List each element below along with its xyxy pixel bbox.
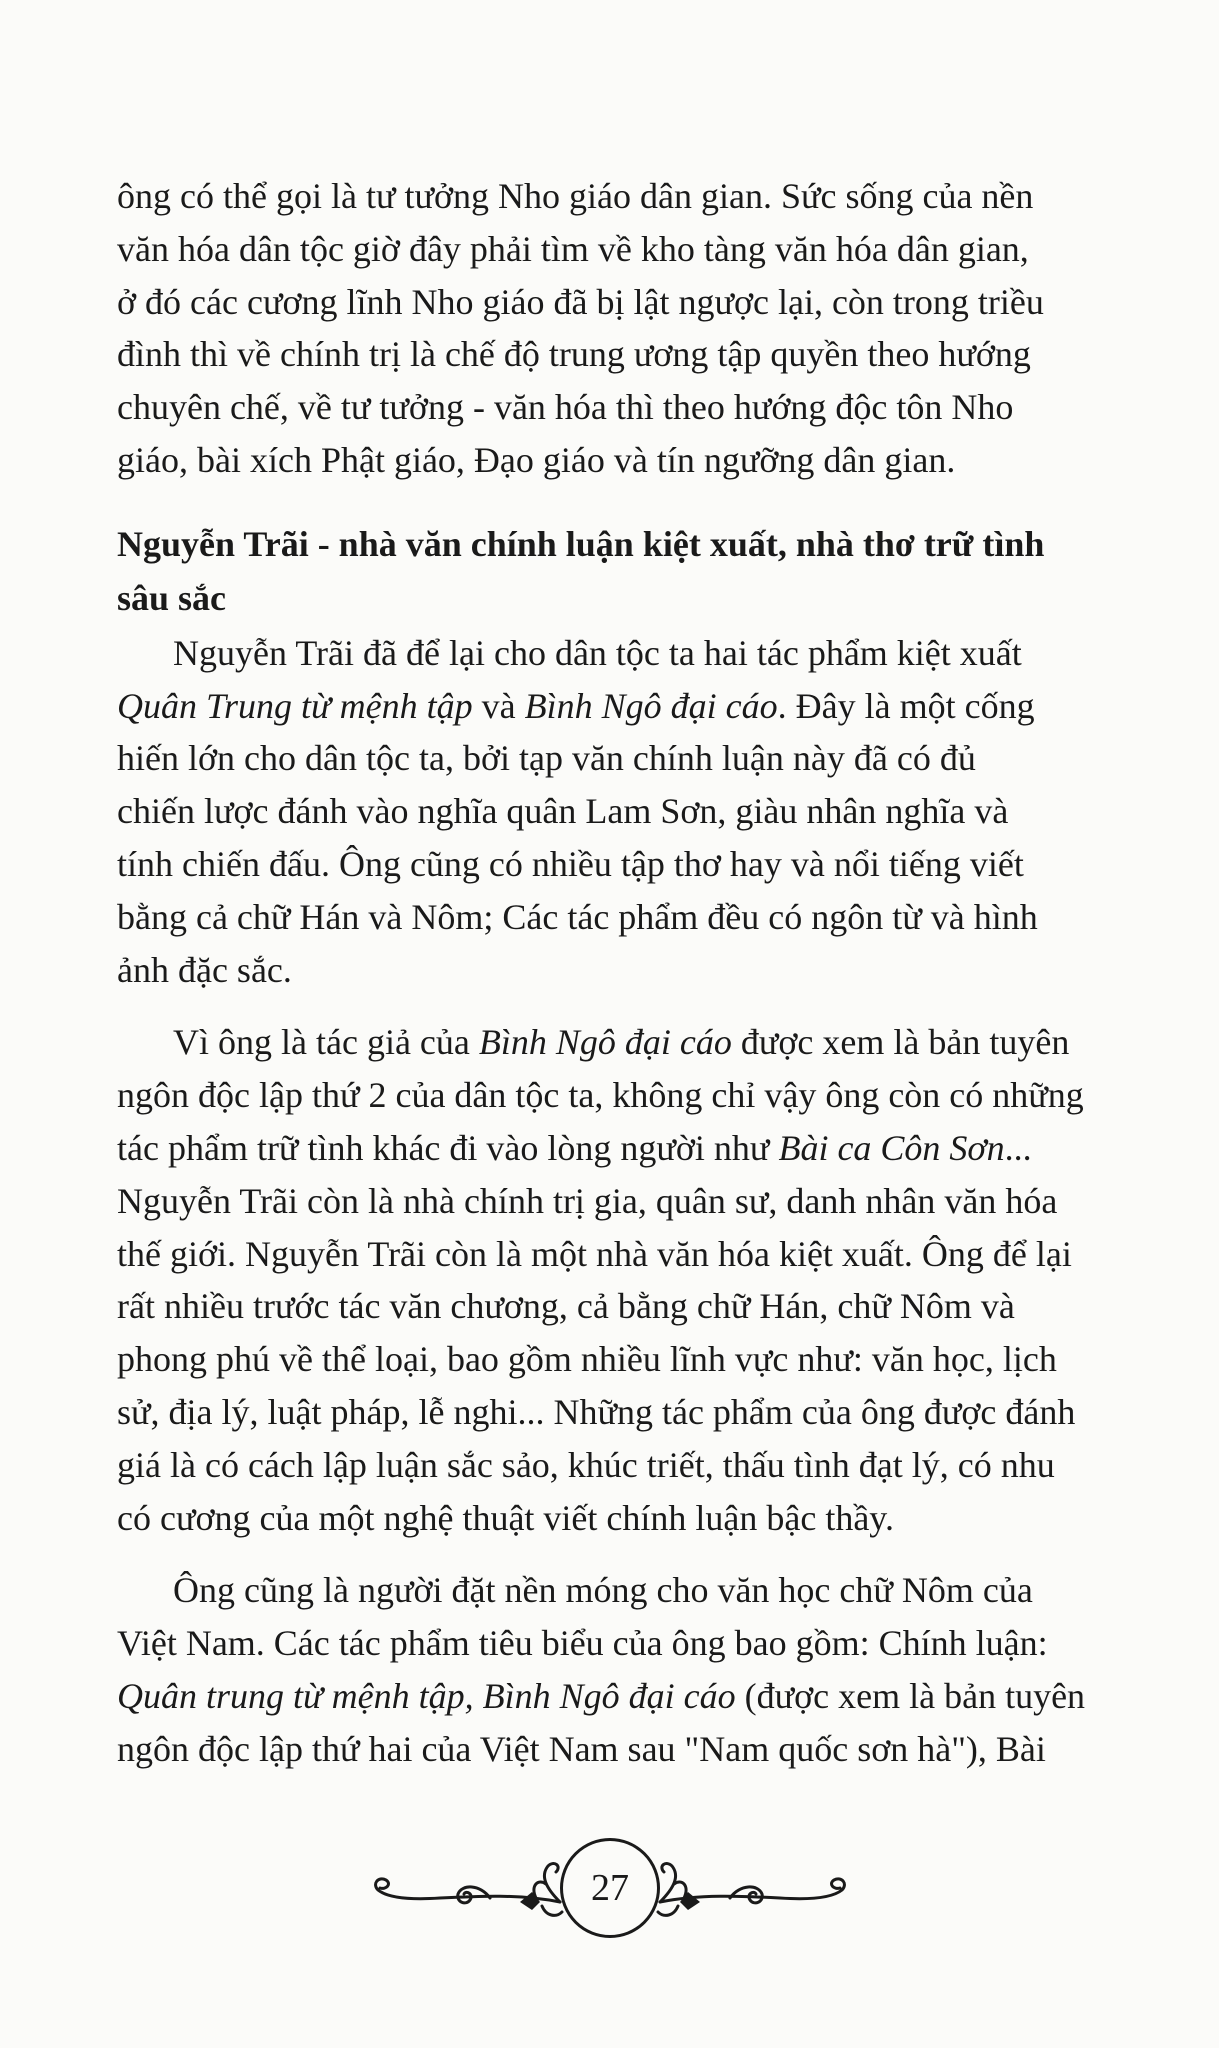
text-line: ảnh đặc sắc. bbox=[117, 949, 292, 990]
text-line: chiến lược đánh vào nghĩa quân Lam Sơn, giàu nhân nghĩa và bbox=[117, 791, 1009, 832]
paragraph-3 bbox=[117, 1016, 1109, 1544]
text-line: đình thì về chính trị là chế độ trung ương tập quyền theo hướng bbox=[117, 334, 1031, 375]
text-line: Nguyễn Trãi đã để lại cho dân tộc ta hai tác phẩm kiệt xuất bbox=[173, 632, 1022, 673]
page-number: 27 bbox=[560, 1838, 660, 1938]
text-span: Vì ông là tác giả của bbox=[173, 1022, 479, 1063]
paragraph-2 bbox=[117, 627, 1109, 997]
work-title: Bình Ngô đại cáo bbox=[478, 1022, 732, 1063]
text-line: ngôn độc lập thứ 2 của dân tộc ta, không chỉ vậy ông còn có những bbox=[117, 1075, 1084, 1116]
page-footer bbox=[370, 1832, 850, 1942]
paragraph-1 bbox=[117, 170, 1109, 487]
text-line: ở đó các cương lĩnh Nho giáo đã bị lật ngược lại, còn trong triều bbox=[117, 281, 1044, 322]
text-line: Việt Nam. Các tác phẩm tiêu biểu của ông bao gồm: Chính luận: bbox=[117, 1623, 1048, 1664]
text-line: văn hóa dân tộc giờ đây phải tìm về kho tàng văn hóa dân gian, bbox=[117, 228, 1029, 269]
text-line: ngôn độc lập thứ hai của Việt Nam sau "Nam quốc sơn hà"), Bài bbox=[117, 1728, 1046, 1769]
text-line: có cương của một nghệ thuật viết chính luận bậc thầy. bbox=[117, 1497, 894, 1538]
text-line: sử, địa lý, luật pháp, lễ nghi... Những tác phẩm của ông được đánh bbox=[117, 1391, 1076, 1432]
text-span: ... bbox=[1004, 1127, 1032, 1168]
text-line: tính chiến đấu. Ông cũng có nhiều tập thơ hay và nổi tiếng viết bbox=[117, 843, 1024, 884]
text-span: . Đây là một cống bbox=[777, 685, 1035, 726]
text-line: giá là có cách lập luận sắc sảo, khúc triết, thấu tình đạt lý, có nhu bbox=[117, 1444, 1055, 1485]
text-line: Ông cũng là người đặt nền móng cho văn học chữ Nôm của bbox=[173, 1570, 1033, 1611]
body-text bbox=[117, 170, 1109, 1776]
text-span: và bbox=[472, 685, 525, 726]
text-span: tác phẩm trữ tình khác đi vào lòng người như bbox=[117, 1127, 779, 1168]
text-line: rất nhiều trước tác văn chương, cả bằng chữ Hán, chữ Nôm và bbox=[117, 1286, 1015, 1327]
paragraph-4 bbox=[117, 1564, 1109, 1775]
text-line: phong phú về thể loại, bao gồm nhiều lĩnh vực như: văn học, lịch bbox=[117, 1339, 1057, 1380]
text-line: Nguyễn Trãi còn là nhà chính trị gia, quân sư, danh nhân văn hóa bbox=[117, 1180, 1058, 1221]
text-line: bằng cả chữ Hán và Nôm; Các tác phẩm đều có ngôn từ và hình bbox=[117, 896, 1038, 937]
text-span: được xem là bản tuyên bbox=[731, 1022, 1070, 1063]
heading-line-2: sâu sắc bbox=[117, 577, 227, 618]
text-line: ông có thể gọi là tư tưởng Nho giáo dân gian. Sức sống của nền bbox=[117, 176, 1034, 216]
text-line: thế giới. Nguyễn Trãi còn là một nhà văn hóa kiệt xuất. Ông để lại bbox=[117, 1233, 1072, 1274]
work-title: Quân trung từ mệnh tập, Bình Ngô đại cáo bbox=[117, 1675, 736, 1716]
work-title: Quân Trung từ mệnh tập bbox=[117, 685, 473, 726]
work-title: Bài ca Côn Sơn bbox=[778, 1127, 1005, 1168]
section-heading bbox=[117, 517, 1109, 625]
work-title: Bình Ngô đại cáo bbox=[524, 685, 778, 726]
text-line: giáo, bài xích Phật giáo, Đạo giáo và tín ngưỡng dân gian. bbox=[117, 439, 956, 480]
text-line: chuyên chế, về tư tưởng - văn hóa thì theo hướng độc tôn Nho bbox=[117, 387, 1014, 428]
text-span: (được xem là bản tuyên bbox=[735, 1675, 1086, 1716]
heading-line-1: Nguyễn Trãi - nhà văn chính luận kiệt xuất, nhà thơ trữ tình bbox=[117, 523, 1045, 564]
text-line: hiến lớn cho dân tộc ta, bởi tạp văn chính luận này đã có đủ bbox=[117, 738, 976, 779]
